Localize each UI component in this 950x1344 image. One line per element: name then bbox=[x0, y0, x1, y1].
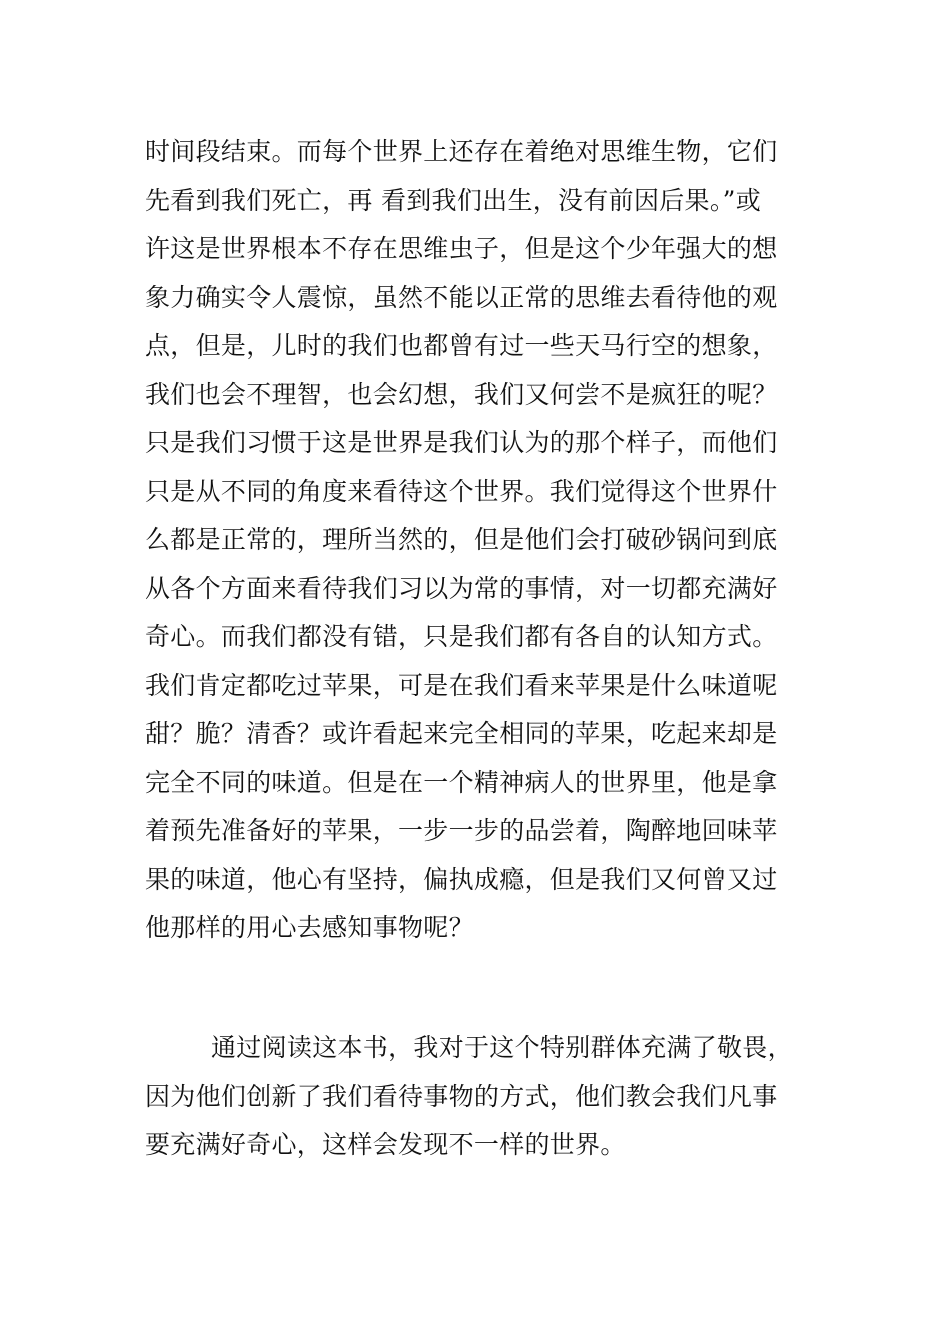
body-paragraph-1 bbox=[145, 128, 815, 953]
text-line: 我们肯定都吃过苹果，可是在我们看来苹果是什么味道呢 bbox=[145, 670, 778, 700]
text-line: 要充满好奇心，这样会发现不一样的世界。 bbox=[145, 1130, 626, 1159]
text-line: 因为他们创新了我们看待事物的方式，他们教会我们凡事 bbox=[145, 1081, 778, 1111]
text-line: 我们也会不理智，也会幻想，我们又何尝不是疯狂的呢？ bbox=[145, 379, 778, 409]
text-line: 从各个方面来看待我们习以为常的事情，对一切都充满好 bbox=[145, 573, 778, 603]
text-line: 只是从不同的角度来看待这个世界。我们觉得这个世界什 bbox=[145, 476, 778, 506]
text-line: 果的味道，他心有坚持，偏执成瘾，但是我们又何曾又过 bbox=[145, 864, 778, 894]
text-line: 时间段结束。而每个世界上还存在着绝对思维生物，它们 bbox=[145, 137, 778, 166]
text-line: 奇心。而我们都没有错，只是我们都有各自的认知方式。 bbox=[145, 622, 778, 651]
text-line: 只是我们习惯于这是世界是我们认为的那个样子，而他们 bbox=[145, 428, 778, 457]
text-line: 许这是世界根本不存在思维虫子，但是这个少年强大的想 bbox=[145, 234, 778, 263]
text-line: 通过阅读这本书，我对于这个特别群体充满了敬畏， bbox=[211, 1033, 793, 1062]
text-line: 完全不同的味道。但是在一个精神病人的世界里，他是拿 bbox=[145, 767, 778, 797]
text-line: 甜？脆？清香？或许看起来完全相同的苹果，吃起来却是 bbox=[145, 719, 778, 748]
text-line: 着预先准备好的苹果，一步一步的品尝着，陶醉地回味苹 bbox=[145, 816, 778, 845]
text-line: 点，但是，儿时的我们也都曾有过一些天马行空的想象， bbox=[145, 331, 778, 360]
text-line: 象力确实令人震惊，虽然不能以正常的思维去看待他的观 bbox=[145, 282, 778, 312]
body-paragraph-2 bbox=[145, 1024, 815, 1170]
text-line: 他那样的用心去感知事物呢？ bbox=[145, 913, 474, 942]
text-line: 先看到我们死亡，再 看到我们出生，没有前因后果。”或 bbox=[145, 185, 762, 215]
text-line: 么都是正常的，理所当然的，但是他们会打破砂锅问到底 bbox=[145, 525, 778, 554]
